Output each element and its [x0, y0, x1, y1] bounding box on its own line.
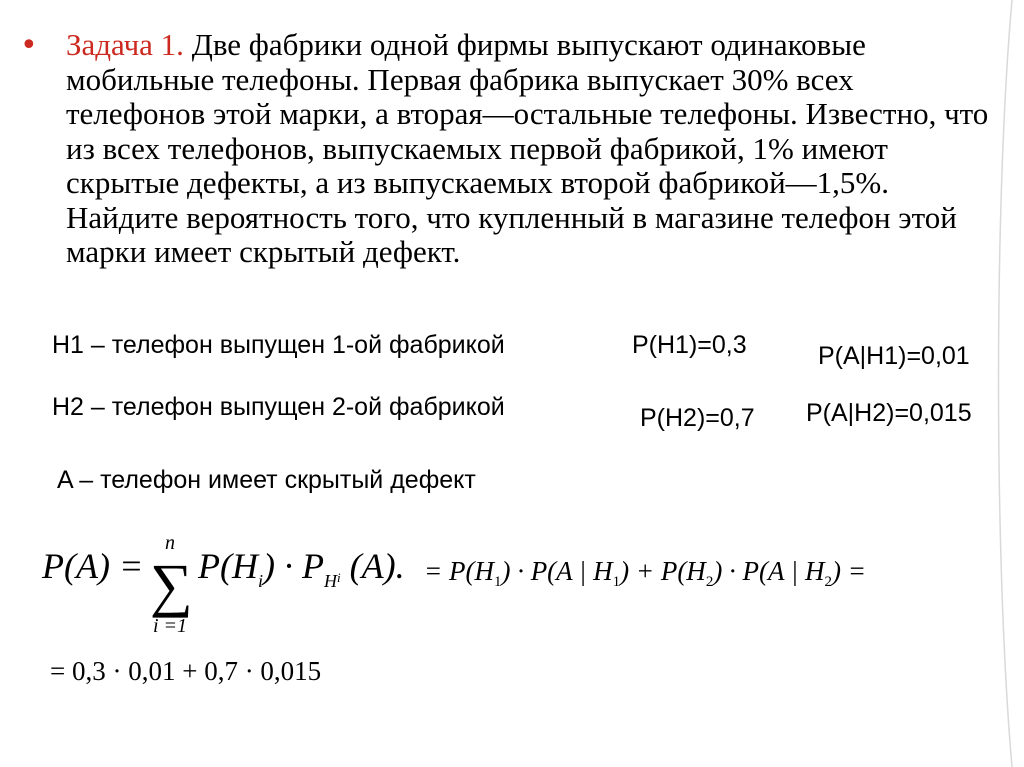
formula-expansion: = $P(H_1) \cdot P(A$ | $H_1) + P(H_2) \cdot P(A$ | $H_2$) = — [424, 556, 866, 590]
sum-lower-limit: i =1 — [152, 615, 188, 637]
conditional-probability-a-h2: P(A|H2)=0,015 — [806, 399, 972, 427]
formula-lhs: P(A) = — [42, 546, 144, 586]
summation — [150, 532, 193, 638]
bullet-marker: • — [20, 28, 38, 63]
sum-upper-limit: n — [165, 532, 175, 554]
sigma-symbol: ∑ — [150, 552, 193, 618]
task-text: Две фабрики одной фирмы выпускают одинаковые мобильные телефоны. Первая фабрика выпускает 30% всех телефонов этой марки, а вторая—остальные телефоны. Известно, что из всех телефонов, выпускаемых первой фабрикой, 1% имеют скрытые дефекты, а из выпускаемых второй фабрикой—1,5%. Найдите вероятность того, что купленный в магазине телефон этой марки имеет скрытый дефект. — [66, 27, 989, 269]
event-a-definition: A – телефон имеет скрытый дефект — [57, 466, 476, 494]
conditional-probability-a-h1: P(A|H1)=0,01 — [818, 342, 970, 370]
hypothesis-h2: H2 – телефон выпущен 2-ой фабрикой — [52, 393, 505, 421]
task-statement — [66, 28, 996, 270]
formula-numeric: = 0,3 · 0,01 + 0,7 · 0,015 — [50, 656, 322, 686]
task-label: Задача 1. — [66, 27, 184, 62]
probability-h2: P(H2)=0,7 — [640, 404, 755, 432]
hypothesis-h1: H1 – телефон выпущен 1-ой фабрикой — [52, 331, 505, 359]
formula-term: $P(H_i) \cdot P_Hi$ (A). — [198, 546, 405, 591]
probability-h1: P(H1)=0,3 — [632, 331, 747, 359]
